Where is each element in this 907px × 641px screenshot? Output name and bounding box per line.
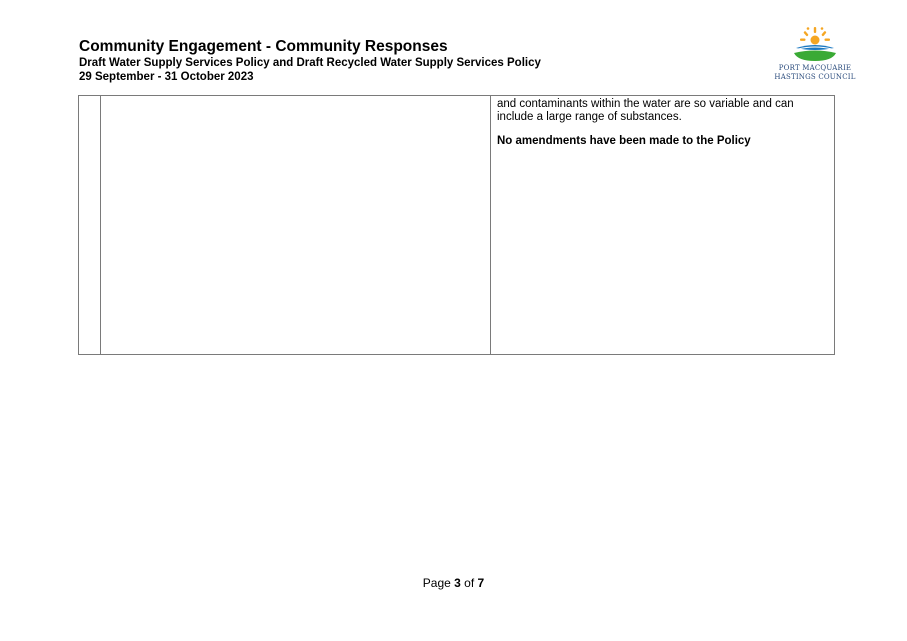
council-name-line-1: PORT MACQUARIE [778,64,852,72]
page-label: Page [422,576,451,590]
total-pages-number: 7 [477,576,485,590]
document-title: Community Engagement - Community Responses [79,38,448,55]
council-logo [770,26,860,88]
page-footer [0,576,907,590]
document-header [79,38,679,84]
engagement-dates: 29 September - 31 October 2023 [79,71,254,83]
council-name-line-2: HASTINGS COUNCIL [774,73,856,81]
response-cell [491,96,835,355]
document-subtitle: Draft Water Supply Services Policy and Draft Recycled Water Supply Services Policy [79,57,541,69]
submission-number-cell [79,96,101,355]
current-page-number: 3 [454,576,461,590]
table-row [79,96,835,355]
of-label: of [464,576,475,590]
response-text: and contaminants within the water are so variable and can include a large range of substances. [497,98,794,123]
council-logo-icon [784,26,846,64]
responses-table [78,95,835,355]
submission-cell [101,96,491,355]
response-outcome: No amendments have been made to the Policy [497,135,751,147]
